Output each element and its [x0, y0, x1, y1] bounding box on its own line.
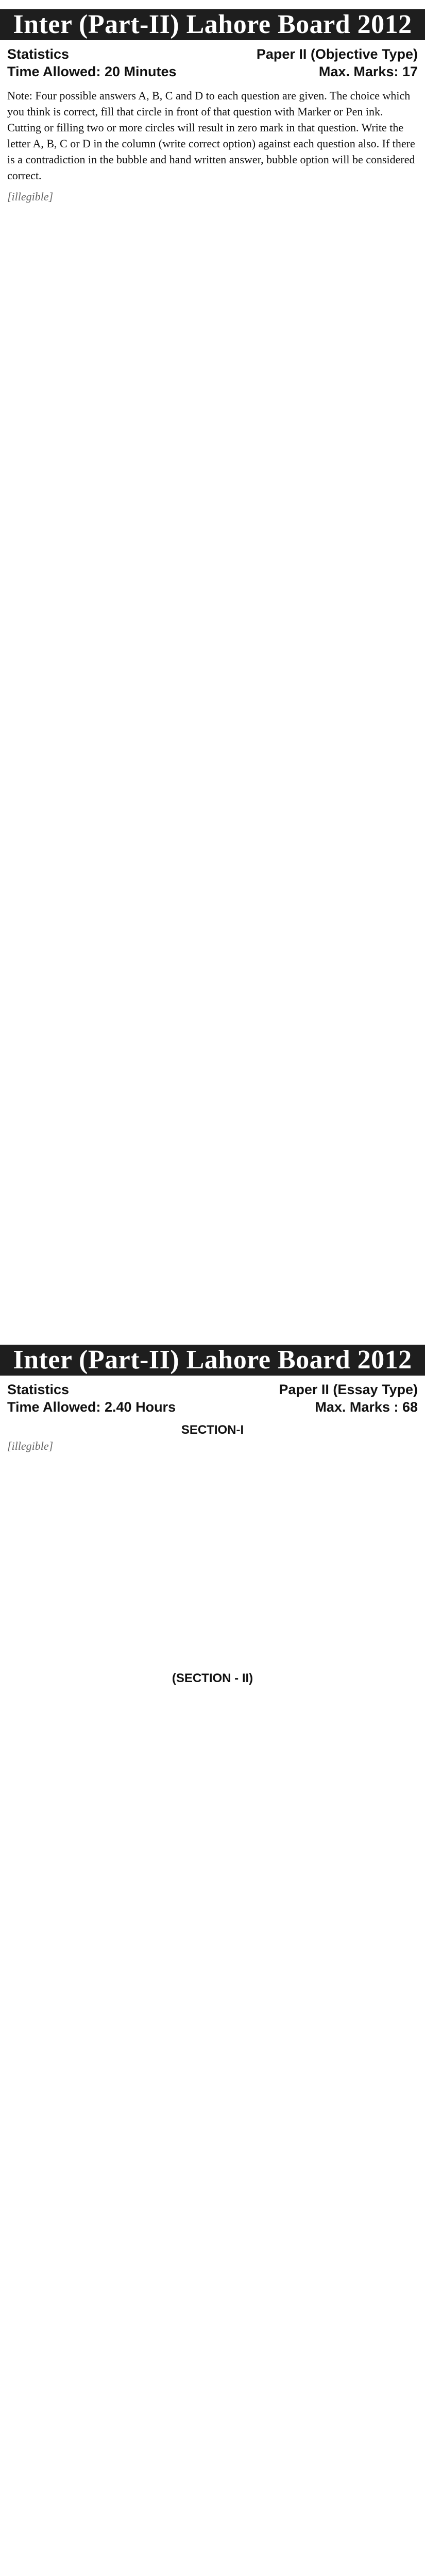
objective-note: Note: Four possible answers A, B, C and D to each question are given. The choice which you think is correct, fill that circle in front of that question with Marker or Pen ink. Cutting or filling two or more circles will result in zero mark in that question. Write the letter A, B, C or D in the column (write correct option) against each question also. If there is a contradiction in the bubble and hand written answer, bubble option will be considered correct.	[7, 89, 415, 182]
essay-marks: Max. Marks : 68	[315, 1399, 418, 1415]
objective-marks: Max. Marks: 17	[318, 64, 418, 79]
objective-subject: Statistics	[7, 46, 70, 62]
essay-paper: Paper II (Essay Type)	[279, 1382, 418, 1397]
objective-questions-placeholder: [illegible]	[7, 190, 54, 203]
objective-meta-row-1	[7, 45, 418, 63]
essay-questions-placeholder: [illegible]	[7, 1439, 54, 1452]
objective-banner-text: Inter (Part-II) Lahore Board 2012	[13, 10, 412, 39]
essay-body	[0, 1422, 425, 1686]
section-2-heading: (SECTION - II)	[172, 1671, 253, 1685]
essay-meta-row-1	[7, 1381, 418, 1398]
essay-banner	[0, 1345, 425, 1376]
section-1-heading: SECTION-I	[181, 1423, 244, 1437]
objective-body	[0, 88, 425, 210]
essay-banner-text: Inter (Part-II) Lahore Board 2012	[13, 1345, 412, 1375]
essay-meta	[0, 1381, 425, 1416]
objective-time: Time Allowed: 20 Minutes	[7, 64, 177, 79]
essay-subject: Statistics	[7, 1382, 70, 1397]
essay-time: Time Allowed: 2.40 Hours	[7, 1399, 176, 1415]
objective-meta	[0, 45, 425, 80]
essay-meta-row-2	[7, 1398, 418, 1416]
objective-paper: Paper II (Objective Type)	[256, 46, 418, 62]
objective-meta-row-2	[7, 63, 418, 80]
objective-banner	[0, 9, 425, 40]
